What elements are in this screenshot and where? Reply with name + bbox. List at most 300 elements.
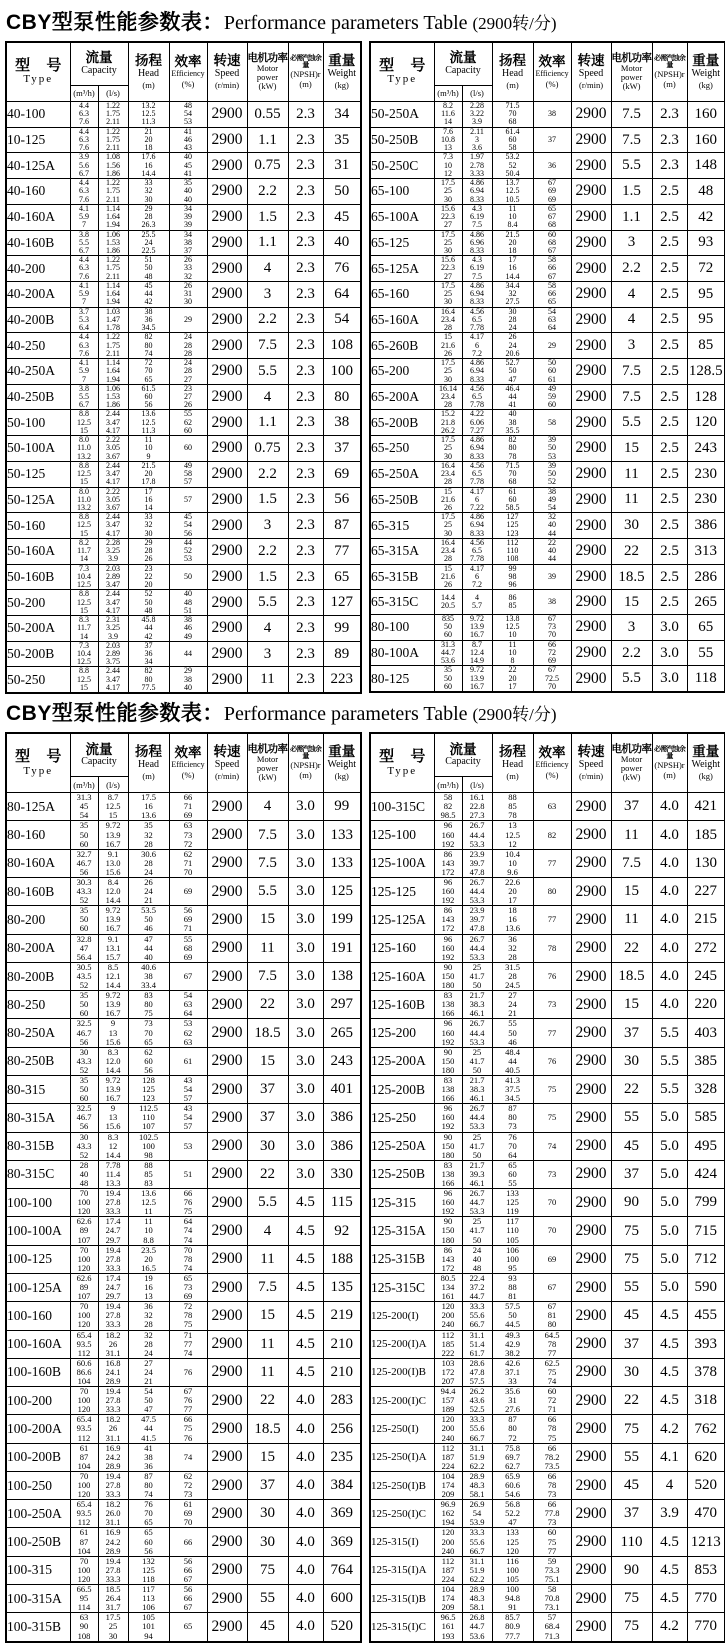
speed-cell: 2900 [207,616,247,642]
capacity-m3h-cell: 96.9 162 194 [434,1500,462,1528]
capacity-ls-cell: 24 40 48 [462,1245,492,1273]
npsh-cell: 4.0 [652,934,687,962]
capacity-ls-cell: 2.03 2.89 3.75 [98,641,128,667]
motor-power-cell: 15 [611,878,652,906]
table-row [370,1471,725,1499]
npsh-cell: 3.0 [652,640,687,666]
capacity-ls-cell: 19.4 27.8 33.3 [98,1245,128,1273]
efficiency-cell: 56 66 67 [169,1585,207,1613]
capacity-ls-cell: 4.17 6 7.2 [462,564,492,590]
weight-cell: 286 [687,564,725,590]
capacity-m3h-cell: 104 174 209 [434,1471,462,1499]
head-cell: 27 24 21 [128,1358,169,1386]
motor-power-cell: 18.5 [247,1415,288,1443]
speed-cell: 2900 [207,487,247,513]
head-cell: 13.6 12.5 11 [128,1189,169,1217]
capacity-ls-cell: 4.56 6.5 7.78 [462,307,492,333]
npsh-cell: 2.3 [652,153,687,179]
npsh-cell: 4 [652,1471,687,1499]
capacity-m3h-cell: 8.0 11.0 13.2 [70,436,98,462]
weight-cell: 72 [687,256,725,282]
capacity-m3h-cell: 3.9 5.6 6.7 [70,153,98,179]
type-cell: 100-200 [6,1387,70,1415]
head-cell: 112 110 108 [492,538,533,564]
header-efficiency: 效率 Efficiency (%) [169,42,207,102]
npsh-cell: 2.3 [288,564,323,590]
capacity-m3h-cell: 83 138 166 [434,991,462,1019]
npsh-cell: 4.2 [652,1613,687,1642]
capacity-ls-cell: 4.17 6 7.2 [462,333,492,359]
motor-power-cell: 15 [611,590,652,615]
header-capacity: 流量 Capacity [70,733,128,777]
npsh-cell: 2.3 [288,487,323,513]
head-cell: 33 32 30 [128,179,169,205]
motor-power-cell: 4 [611,281,652,307]
type-cell: 65-250A [370,461,434,487]
weight-cell: 48 [687,179,725,205]
capacity-m3h-cell: 96 160 192 [434,1104,462,1132]
header-unit-ls: (l/s) [462,777,492,793]
efficiency-cell: 70 [533,1217,571,1245]
capacity-ls-cell: 4.22 6.06 7.27 [462,410,492,436]
npsh-cell: 2.5 [652,281,687,307]
motor-power-cell: 4 [247,256,288,282]
weight-cell: 520 [323,1613,361,1642]
type-cell: 125-250(I)C [370,1500,434,1528]
weight-cell: 85 [687,333,725,359]
head-cell: 117 113 106 [128,1585,169,1613]
capacity-ls-cell: 1.14 1.64 1.94 [98,359,128,385]
head-cell: 41 38 36 [128,1443,169,1471]
type-cell: 125-200 [370,1019,434,1047]
type-cell: 100-160B [6,1358,70,1386]
table-row [370,793,725,821]
head-cell: 133 125 120 [492,1528,533,1556]
motor-power-cell: 37 [247,1471,288,1499]
capacity-m3h-cell: 83 138 166 [434,1075,462,1103]
speed-cell: 2900 [571,1556,611,1584]
table-row [370,127,725,153]
weight-cell: 37 [323,436,361,462]
npsh-cell: 4.5 [288,1189,323,1217]
weight-cell: 95 [687,281,725,307]
weight-cell: 243 [687,436,725,462]
weight-cell: 386 [687,513,725,539]
type-cell: 100-160A [6,1330,70,1358]
motor-power-cell: 3 [247,513,288,539]
motor-power-cell: 5.5 [611,666,652,692]
speed-cell: 2900 [571,1160,611,1188]
table-row [370,934,725,962]
weight-cell: 455 [687,1302,725,1330]
page-title [5,3,721,41]
npsh-cell: 3.0 [652,666,687,692]
motor-power-cell: 1.1 [611,204,652,230]
efficiency-cell: 49 58 57 [169,461,207,487]
motor-power-cell: 45 [247,1613,288,1642]
speed-cell: 2900 [571,461,611,487]
speed-cell: 2900 [207,513,247,539]
efficiency-cell: 54 63 64 [169,991,207,1019]
head-cell: 17.5 16 13.6 [128,793,169,821]
type-cell: 80-160A [6,849,70,877]
weight-cell: 69 [323,461,361,487]
efficiency-cell: 67 [533,1273,571,1301]
capacity-m3h-cell: 70 100 120 [70,1471,98,1499]
capacity-ls-cell: 16.9 24.2 28.9 [98,1443,128,1471]
capacity-m3h-cell: 3.8 5.5 6.7 [70,230,98,256]
efficiency-cell: 56 69 71 [169,906,207,934]
npsh-cell: 4.0 [288,1415,323,1443]
type-cell: 50-250C [370,153,434,179]
head-cell: 47.5 44 41.5 [128,1415,169,1443]
speed-cell: 2900 [571,1500,611,1528]
header-efficiency: 效率 Efficiency (%) [533,42,571,102]
weight-cell: 401 [323,1075,361,1103]
efficiency-cell: 72 78 75 [169,1302,207,1330]
table-row [370,1132,725,1160]
table-row [370,1217,725,1245]
capacity-ls-cell: 19.4 27.8 33.3 [98,1302,128,1330]
speed-cell: 2900 [571,821,611,849]
weight-cell: 128 [687,384,725,410]
weight-cell: 210 [323,1330,361,1358]
capacity-ls-cell: 4.86 6.94 8.33 [462,281,492,307]
npsh-cell: 3.0 [288,906,323,934]
head-cell: 65 60 56 [128,1528,169,1556]
type-cell: 50-250A [370,102,434,128]
table-row [6,1189,361,1217]
speed-cell: 2900 [571,1330,611,1358]
head-cell: 40.6 38 33.4 [128,962,169,990]
speed-cell: 2900 [571,1189,611,1217]
motor-power-cell: 90 [611,1556,652,1584]
table-row [6,461,361,487]
efficiency-cell: 70 [533,1189,571,1217]
head-cell: 51 50 48 [128,256,169,282]
npsh-cell: 4.2 [652,1415,687,1443]
efficiency-cell: 66 78.2 73.5 [533,1443,571,1471]
table-row [370,487,725,513]
motor-power-cell: 15 [611,436,652,462]
npsh-cell: 4.5 [288,1217,323,1245]
weight-cell: 585 [687,1104,725,1132]
capacity-ls-cell: 9.72 13.9 16.7 [462,614,492,640]
table-row [370,1047,725,1075]
weight-cell: 42 [687,204,725,230]
type-cell: 100-125A [6,1273,70,1301]
weight-cell: 35 [323,127,361,153]
capacity-ls-cell: 8.7 12.5 15 [98,793,128,821]
speed-cell: 2900 [207,1047,247,1075]
efficiency-cell: 41 46 43 [169,127,207,153]
header-unit-ls: (l/s) [98,777,128,793]
npsh-cell: 4.5 [652,1302,687,1330]
capacity-ls-cell: 4.86 6.94 8.33 [462,179,492,205]
speed-cell: 2900 [207,1217,247,1245]
head-cell: 53.2 52 50.4 [492,153,533,179]
type-cell: 125-125 [370,878,434,906]
efficiency-cell: 58 66 65 [533,281,571,307]
speed-cell: 2900 [571,1132,611,1160]
capacity-ls-cell: 2.22 3.05 3.67 [98,487,128,513]
header-efficiency: 效率 Efficiency (%) [533,733,571,793]
weight-cell: 378 [687,1358,725,1386]
capacity-m3h-cell: 8.8 12.5 15 [70,667,98,693]
motor-power-cell: 75 [611,1613,652,1642]
type-cell: 50-160B [6,564,70,590]
npsh-cell: 2.3 [288,204,323,230]
capacity-ls-cell: 18.5 26.4 31.7 [98,1585,128,1613]
head-cell: 18 16 13.6 [492,906,533,934]
weight-cell: 92 [323,1217,361,1245]
npsh-cell: 4.1 [652,1443,687,1471]
table-row [6,256,361,282]
weight-cell: 318 [687,1387,725,1415]
efficiency-cell: 67 72.5 70 [533,666,571,692]
capacity-ls-cell: 28.6 47.8 57.5 [462,1358,492,1386]
capacity-ls-cell: 8.3 12 14.4 [98,1132,128,1160]
capacity-m3h-cell: 70 100 120 [70,1302,98,1330]
weight-cell: 38 [323,410,361,436]
npsh-cell: 4.0 [288,1556,323,1584]
table-row [6,1160,361,1188]
npsh-cell: 4.5 [288,1273,323,1301]
weight-cell: 55 [687,640,725,666]
npsh-cell: 3.9 [652,1500,687,1528]
capacity-ls-cell: 2.44 3.47 4.17 [98,410,128,436]
capacity-m3h-cell: 35 50 60 [434,666,462,692]
table-row [6,1217,361,1245]
head-cell: 57.5 50 44.5 [492,1302,533,1330]
head-cell: 22.6 20 17 [492,878,533,906]
table-row [370,359,725,385]
npsh-cell: 2.3 [288,538,323,564]
table-row [370,256,725,282]
type-cell: 65-125A [370,256,434,282]
type-cell: 80-200B [6,962,70,990]
efficiency-cell: 43 54 57 [169,1104,207,1132]
capacity-m3h-cell: 31.3 45 54 [70,793,98,821]
motor-power-cell: 30 [247,1528,288,1556]
capacity-m3h-cell: 32.5 46.7 56 [70,1019,98,1047]
table-row [6,1387,361,1415]
head-cell: 36 32 28 [492,934,533,962]
efficiency-cell: 63 73 72 [169,821,207,849]
table-row [6,1585,361,1613]
weight-cell: 590 [687,1273,725,1301]
speed-cell: 2900 [207,256,247,282]
table-row [6,1528,361,1556]
capacity-ls-cell: 2.44 3.47 4.17 [98,461,128,487]
capacity-m3h-cell: 28 40 48 [70,1160,98,1188]
speed-cell: 2900 [571,256,611,282]
type-cell: 50-250B [370,127,434,153]
weight-cell: 770 [687,1585,725,1613]
weight-cell: 403 [687,1019,725,1047]
npsh-cell: 2.3 [288,384,323,410]
type-cell: 80-250 [6,991,70,1019]
npsh-cell: 3.0 [288,934,323,962]
efficiency-cell: 78 [533,934,571,962]
efficiency-cell: 77 [533,1019,571,1047]
type-cell: 40-200A [6,281,70,307]
weight-cell: 313 [687,538,725,564]
speed-cell: 2900 [207,538,247,564]
capacity-m3h-cell: 32.8 47 56.4 [70,934,98,962]
capacity-ls-cell: 2.03 2.89 3.47 [98,564,128,590]
speed-cell: 2900 [571,436,611,462]
speed-cell: 2900 [207,590,247,616]
table-row [6,153,361,179]
capacity-m3h-cell: 15.6 22.3 27 [434,256,462,282]
weight-cell: 620 [687,1443,725,1471]
speed-cell: 2900 [571,513,611,539]
capacity-m3h-cell: 86 143 172 [434,849,462,877]
table-row [370,153,725,179]
type-cell: 125-200(I)A [370,1330,434,1358]
capacity-ls-cell: 1.22 1.75 2.11 [98,179,128,205]
motor-power-cell: 75 [247,1556,288,1584]
weight-cell: 369 [323,1500,361,1528]
capacity-ls-cell: 19.4 27.8 33.3 [98,1556,128,1584]
title-chinese: CBY型泵性能参数表： [6,11,224,34]
weight-cell: 40 [323,230,361,256]
motor-power-cell: 7.5 [611,127,652,153]
capacity-ls-cell: 26.7 44.4 53.3 [462,934,492,962]
table-row [370,307,725,333]
speed-cell: 2900 [571,487,611,513]
npsh-cell: 3.0 [288,1019,323,1047]
type-cell: 125-250 [370,1104,434,1132]
npsh-cell: 3.0 [288,1075,323,1103]
head-cell: 35.6 31 27.6 [492,1387,533,1415]
type-cell: 40-200B [6,307,70,333]
weight-cell: 120 [687,410,725,436]
motor-power-cell: 11 [247,667,288,693]
weight-cell: 95 [687,307,725,333]
type-cell: 100-200B [6,1443,70,1471]
table-row [6,590,361,616]
head-cell: 71.5 70 68 [492,461,533,487]
capacity-m3h-cell: 15 21.6 26 [434,564,462,590]
capacity-ls-cell: 16.9 24.2 28.9 [98,1528,128,1556]
npsh-cell: 2.5 [652,538,687,564]
capacity-ls-cell: 31.1 51.4 61.7 [462,1330,492,1358]
capacity-m3h-cell: 62.6 89 107 [70,1217,98,1245]
capacity-ls-cell: 26.2 43.6 52.5 [462,1387,492,1415]
table-row [6,436,361,462]
table-row [370,230,725,256]
weight-cell: 770 [687,1613,725,1642]
weight-cell: 272 [687,934,725,962]
npsh-cell: 2.3 [288,333,323,359]
weight-cell: 235 [323,1443,361,1471]
speed-cell: 2900 [571,204,611,230]
capacity-ls-cell: 26.9 54 53.9 [462,1500,492,1528]
efficiency-cell: 75 [533,1104,571,1132]
speed-cell: 2900 [571,102,611,128]
head-cell: 65 60 55 [492,1160,533,1188]
npsh-cell: 2.5 [652,359,687,385]
table-row [370,1556,725,1584]
capacity-ls-cell: 1.03 1.47 1.78 [98,307,128,333]
npsh-cell: 5.0 [652,1104,687,1132]
head-cell: 13.8 12.5 10 [492,614,533,640]
type-cell: 125-200(I)C [370,1387,434,1415]
npsh-cell: 4.5 [652,1556,687,1584]
speed-cell: 2900 [207,1104,247,1132]
table-row [370,1585,725,1613]
efficiency-cell: 35 40 40 [169,179,207,205]
head-cell: 13 12.5 12 [492,821,533,849]
weight-cell: 185 [687,821,725,849]
capacity-ls-cell: 2.44 3.47 4.17 [98,667,128,693]
head-cell: 46.4 44 41 [492,384,533,410]
head-cell: 26 24 21 [128,878,169,906]
efficiency-cell: 26 33 32 [169,256,207,282]
motor-power-cell: 5.5 [247,359,288,385]
weight-cell: 384 [323,1471,361,1499]
efficiency-cell: 54 63 64 [533,307,571,333]
efficiency-cell: 61 [169,1047,207,1075]
table-row [370,281,725,307]
efficiency-cell: 34 38 37 [169,230,207,256]
npsh-cell: 3.0 [288,1160,323,1188]
capacity-m3h-cell: 8.0 11.0 13.2 [70,487,98,513]
speed-cell: 2900 [571,1358,611,1386]
efficiency-cell: 62 71 70 [169,849,207,877]
motor-power-cell: 2.2 [247,307,288,333]
motor-power-cell: 45 [611,1471,652,1499]
capacity-m3h-cell: 8.8 12.5 15 [70,513,98,539]
efficiency-cell: 65 [169,1613,207,1642]
capacity-ls-cell: 18.2 26 31.1 [98,1415,128,1443]
header-motor-power: 电机功率 Motor power (kW) [611,42,652,102]
type-cell: 65-315C [370,590,434,615]
table-row [6,793,361,821]
capacity-m3h-cell: 4.1 5.9 7 [70,204,98,230]
motor-power-cell: 7.5 [611,384,652,410]
capacity-ls-cell: 7.78 11.4 13.3 [98,1160,128,1188]
speed-cell: 2900 [571,793,611,821]
capacity-m3h-cell: 90 150 180 [434,1217,462,1245]
header-weight: 重量 Weight (kg) [687,733,725,793]
head-cell: 10.4 10 9.6 [492,849,533,877]
head-cell: 31.5 28 24.5 [492,962,533,990]
capacity-m3h-cell: 61 87 104 [70,1528,98,1556]
efficiency-cell: 67 73 70 [533,614,571,640]
weight-cell: 54 [323,307,361,333]
motor-power-cell: 11 [611,461,652,487]
capacity-ls-cell: 4.86 6.94 8.33 [462,436,492,462]
head-cell: 56.8 52.2 47 [492,1500,533,1528]
table-row [6,849,361,877]
capacity-ls-cell: 8.4 12.0 14.4 [98,878,128,906]
capacity-m3h-cell: 80.5 134 161 [434,1273,462,1301]
table-row [6,1471,361,1499]
weight-cell: 56 [323,487,361,513]
weight-cell: 125 [323,878,361,906]
weight-cell: 93 [687,230,725,256]
header-speed: 转速 Speed (r/min) [207,733,247,793]
weight-cell: 199 [323,906,361,934]
efficiency-cell: 73 [533,991,571,1019]
capacity-ls-cell: 8.5 12.1 14.4 [98,962,128,990]
npsh-cell: 5.0 [652,1217,687,1245]
weight-cell: 227 [687,878,725,906]
capacity-ls-cell: 8.3 12.0 14.4 [98,1047,128,1075]
